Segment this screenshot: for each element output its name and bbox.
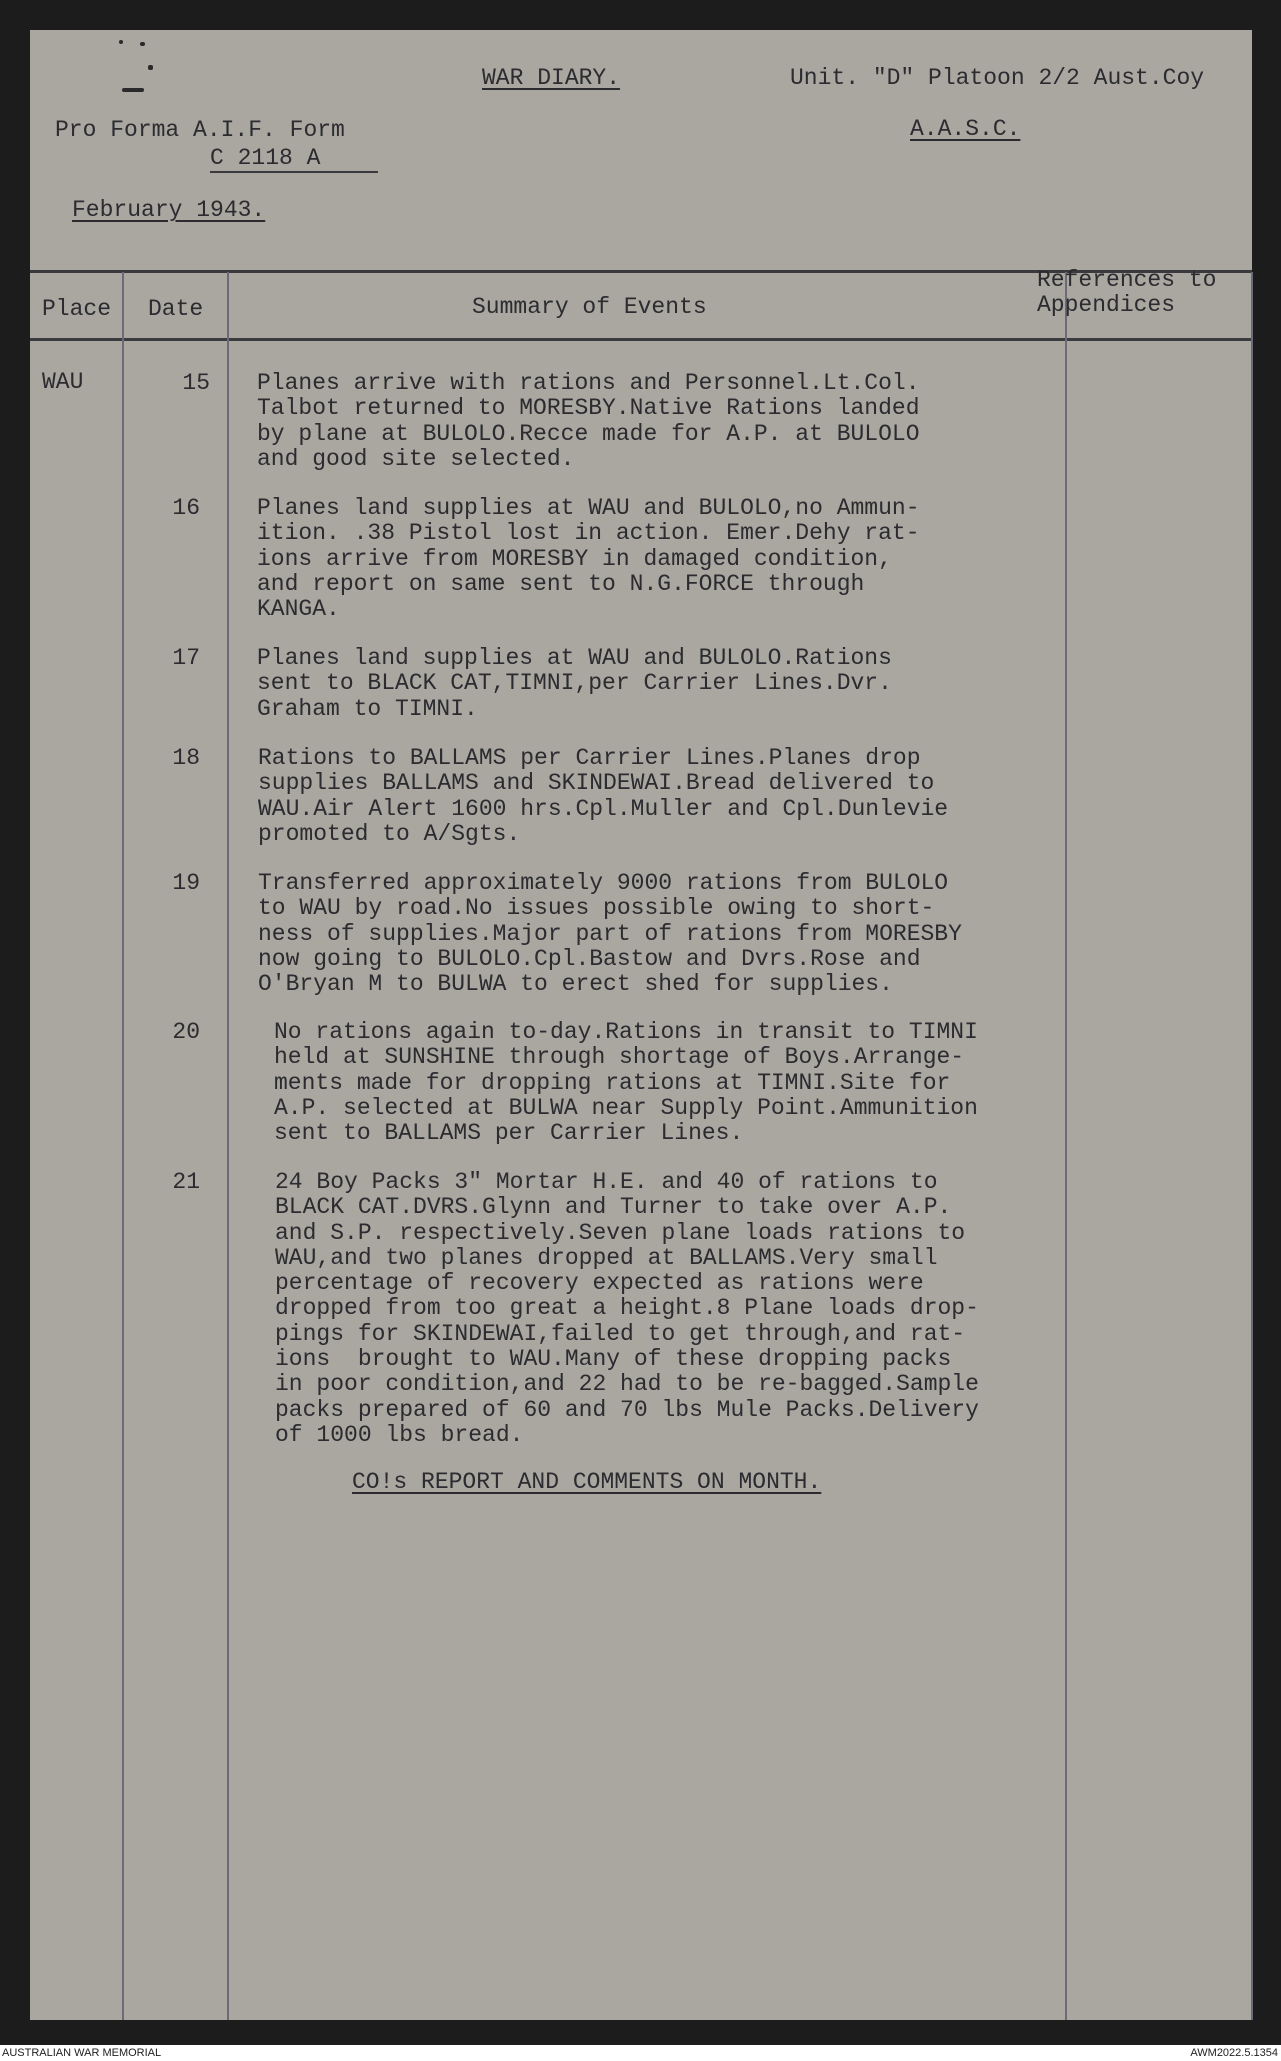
form-number: C 2118 A (210, 145, 321, 171)
place-cell: WAU (42, 369, 84, 395)
closing-heading: CO!s REPORT AND COMMENTS ON MONTH. (352, 1469, 822, 1495)
entry-date: 16 (172, 495, 200, 521)
column-header-date: Date (148, 296, 204, 322)
ink-mark (122, 88, 144, 92)
ink-mark (140, 42, 145, 46)
entry-text: Planes land supplies at WAU and BULOLO.Rations sent to BLACK CAT,TIMNI,per Carrier Lines.Dvr. Graham to TIMNI. (257, 645, 892, 722)
entry-text: Planes arrive with rations and Personnel.Lt.Col. Talbot returned to MORESBY.Native Rations landed by plane at BULOLO.Recce made for A.P. at BULOLO and good site selected. (257, 370, 920, 472)
month-label: February 1943. (72, 197, 266, 223)
entry-date: 15 (182, 370, 210, 396)
ink-mark (119, 40, 123, 44)
column-divider (1251, 272, 1253, 2020)
diary-page (30, 30, 1252, 2020)
column-divider (1065, 272, 1067, 2020)
column-header-refs-2: Appendices (1037, 292, 1176, 318)
entry-text: Transferred approximately 9000 rations from BULOLO to WAU by road.No issues possible owing to short- ness of supplies.Major part of rations from MORESBY now going to BULOLO.Cpl.Bastow and Dvrs.Rose and O'Bryan M to BULWA to erect shed for supplies. (258, 870, 962, 998)
column-divider (227, 272, 229, 2020)
entry-date: 21 (172, 1169, 200, 1195)
entry-date: 18 (172, 745, 200, 771)
column-divider (122, 272, 124, 2020)
entry-text: Rations to BALLAMS per Carrier Lines.Planes drop supplies BALLAMS and SKINDEWAI.Bread delivered to WAU.Air Alert 1600 hrs.Cpl.Muller and Cpl.Dunlevie promoted to A/Sgts. (258, 745, 949, 847)
form-label: Pro Forma A.I.F. Form (55, 117, 345, 143)
unit-sub-label: A.A.S.C. (910, 116, 1021, 142)
entry-date: 17 (172, 645, 200, 671)
entry-text: No rations again to-day.Rations in transit to TIMNI held at SUNSHINE through shortage of Boys.Arrange- ments made for dropping rations at TIMNI.Site for A.P. selected at BULWA near Supply Point.Ammunition sent to BALLAMS per Carrier Lines. (274, 1019, 978, 1147)
ink-mark (148, 65, 153, 70)
unit-label: Unit. "D" Platoon 2/2 Aust.Coy (790, 66, 1205, 91)
entry-date: 19 (172, 870, 200, 896)
column-header-place: Place (42, 296, 112, 322)
entry-date: 20 (172, 1019, 200, 1045)
table-header-rule (30, 338, 1252, 341)
form-underline (210, 171, 378, 173)
column-header-summary: Summary of Events (472, 294, 707, 320)
footer-archive-name: AUSTRALIAN WAR MEMORIAL (2, 2047, 162, 2059)
column-header-refs: References to (1037, 267, 1217, 293)
page-title: WAR DIARY. (482, 65, 621, 91)
entry-text: Planes land supplies at WAU and BULOLO,no Ammun- ition. .38 Pistol lost in action. Emer.Dehy rat- ions arrive from MORESBY in damaged condition, and report on same sent to N.G.FORCE through KANGA. (257, 495, 920, 623)
footer-reference: AWM2022.5.1354 (1190, 2047, 1278, 2059)
entry-text: 24 Boy Packs 3" Mortar H.E. and 40 of rations to BLACK CAT.DVRS.Glynn and Turner to take over A.P. and S.P. respectively.Seven plane loads rations to WAU,and two planes dropped at BALLAMS.Very small percentage of recovery expected as rations were dropped from too great a height.8 Plane loads drop- pings for SKINDEWAI,failed to get through,and rat- ions brought to WAU.Many of these dropping packs in poor condition,and 22 had to be re-bagged.Sample packs prepared of 60 and 70 lbs Mule Packs.Delivery of 1000 lbs bread. (275, 1169, 979, 1448)
